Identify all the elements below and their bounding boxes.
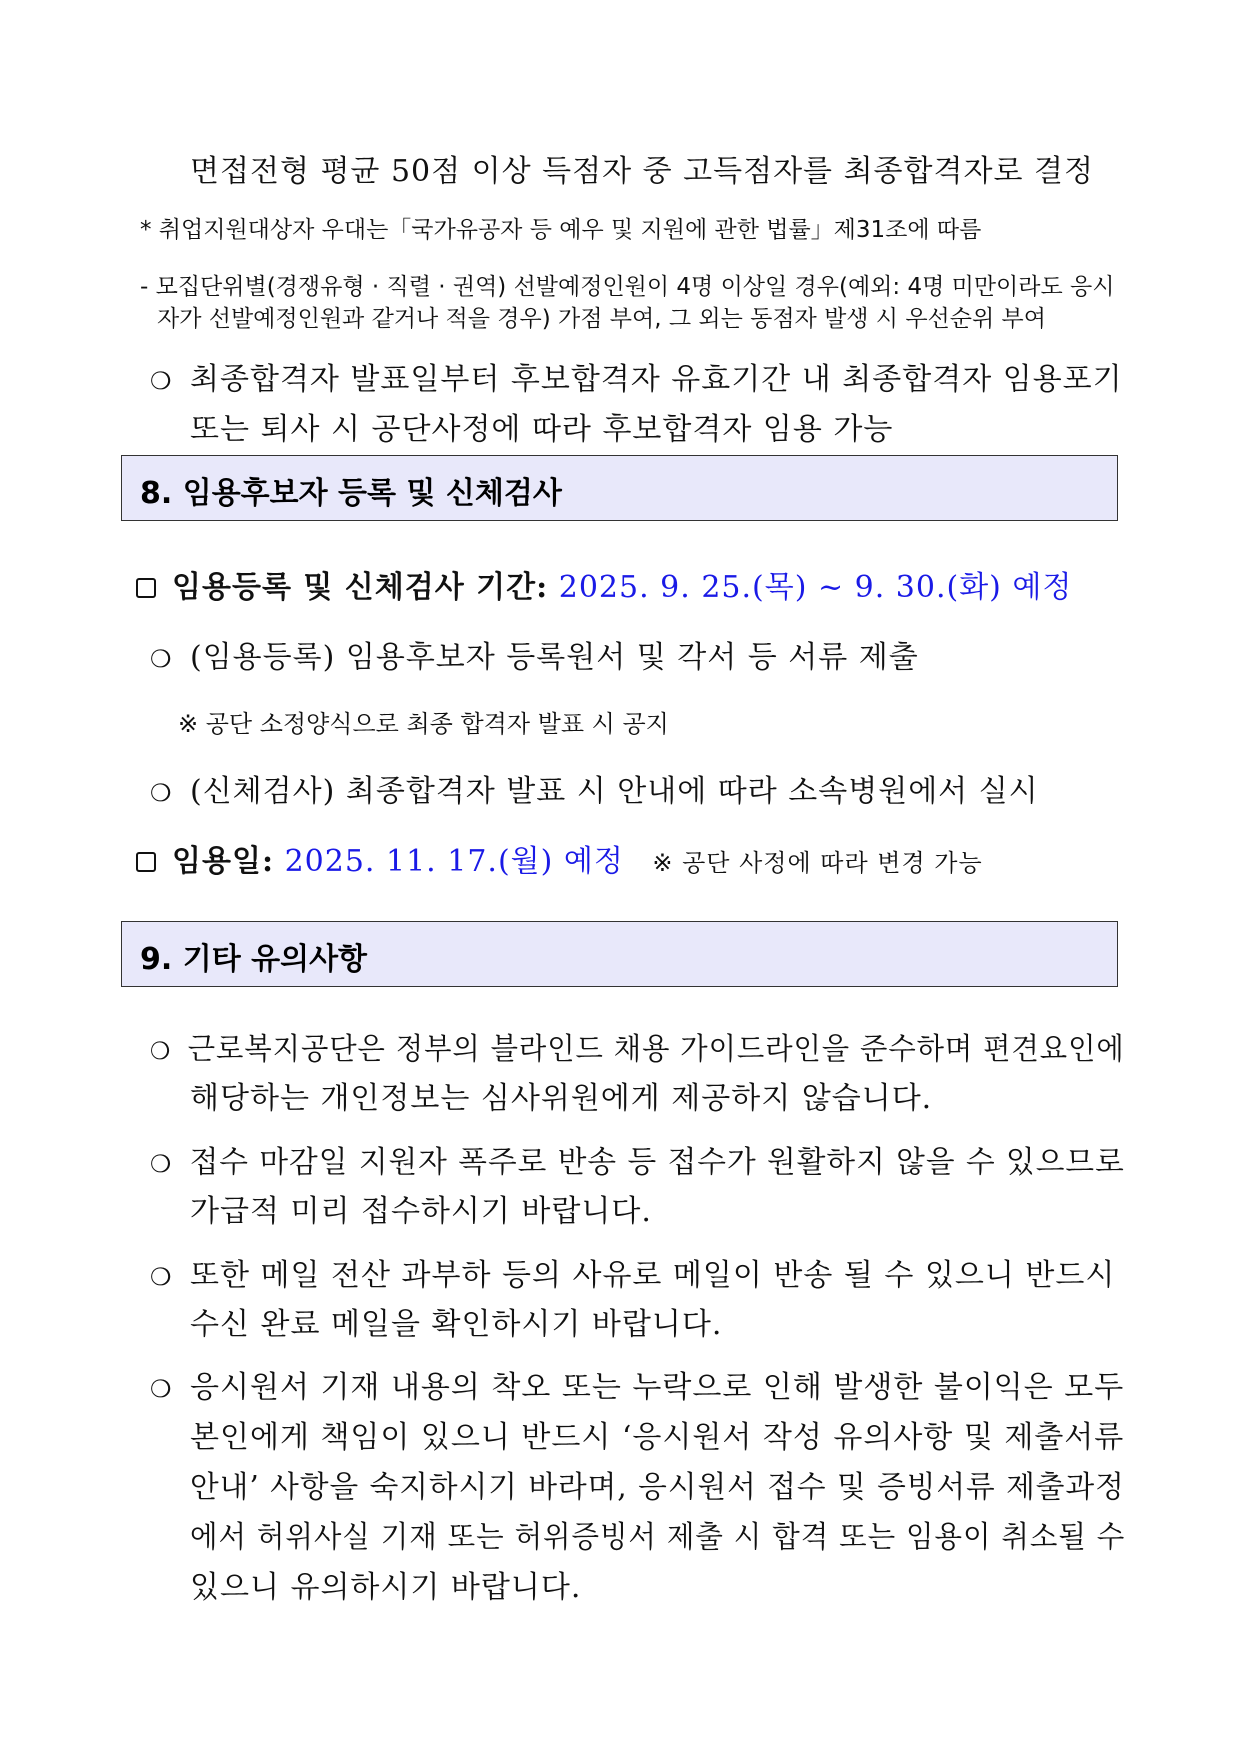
appointment-date-label: 임용일:: [172, 844, 275, 879]
notice-item-2-text1: 접수 마감일 지원자 폭주로 반송 등 접수가 원활하지 않을 수 있으므로: [189, 1145, 1125, 1180]
square-bullet-icon: [136, 852, 156, 872]
notice-item-3-text1: 또한 메일 전산 과부하 등의 사유로 메일이 반송 될 수 있으니 반드시: [190, 1258, 1116, 1293]
medical-exam-line: [150, 766, 1039, 810]
notice-item-4-line2: 본인에게 책임이 있으니 반드시 ‘응시원서 작성 유의사항 및 제출서류: [190, 1420, 1125, 1455]
registration-period-line: [136, 562, 1072, 606]
circle-bullet-icon: ❍: [150, 645, 173, 673]
notice-item-3-line2: 수신 완료 메일을 확인하시기 바랍니다.: [190, 1307, 723, 1342]
notice-item-4-line1: [150, 1362, 1124, 1406]
section8-title: 8. 임용후보자 등록 및 신체검사: [140, 476, 562, 511]
notice-item-4-line3: 안내’ 사항을 숙지하시기 바라며, 응시원서 접수 및 증빙서류 제출과정: [190, 1470, 1125, 1505]
reserve-bullet-text1: 최종합격자 발표일부터 후보합격자 유효기간 내 최종합격자 임용포기: [190, 362, 1123, 397]
register-item-text: (임용등록) 임용후보자 등록원서 및 각서 등 서류 제출: [190, 640, 919, 675]
reserve-bullet-line1: [150, 354, 1123, 398]
notice-item-1-text1: 근로복지공단은 정부의 블라인드 채용 가이드라인을 준수하며 편견요인에: [187, 1032, 1125, 1067]
register-item-line: [150, 632, 919, 676]
appointment-date-line: [136, 836, 983, 880]
circle-bullet-icon: ❍: [150, 1375, 173, 1403]
notice-item-1-line2: 해당하는 개인정보는 심사위원에게 제공하지 않습니다.: [190, 1081, 933, 1116]
final-decision-line: 면접전형 평균 50점 이상 득점자 중 고득점자를 최종합격자로 결정: [190, 154, 1094, 189]
section8-header: [121, 455, 1118, 521]
circle-bullet-icon: ❍: [150, 1037, 172, 1065]
bonus-note-line1: - 모집단위별(경쟁유형 · 직렬 · 권역) 선발예정인원이 4명 이상일 경우(예외: 4명 미만이라도 응시: [140, 274, 1115, 300]
notice-item-1-line1: [150, 1024, 1125, 1068]
notice-item-4-text1: 응시원서 기재 내용의 착오 또는 누락으로 인해 발생한 불이익은 모두: [190, 1370, 1125, 1405]
circle-bullet-icon: ❍: [150, 1263, 173, 1291]
section9-header: [121, 921, 1118, 987]
notice-item-4-line5: 있으니 유의하시기 바랍니다.: [190, 1570, 582, 1605]
square-bullet-icon: [136, 578, 156, 598]
circle-bullet-icon: ❍: [150, 779, 173, 807]
reserve-bullet-line2: 또는 퇴사 시 공단사정에 따라 후보합격자 임용 가능: [190, 412, 894, 447]
registration-period-label: 임용등록 및 신체검사 기간:: [172, 570, 549, 605]
notice-item-2-line2: 가급적 미리 접수하시기 바랍니다.: [190, 1194, 652, 1229]
notice-item-2-line1: [150, 1137, 1125, 1181]
veteran-note: * 취업지원대상자 우대는「국가유공자 등 예우 및 지원에 관한 법률」제31조에 따름: [140, 217, 982, 243]
section9-title: 9. 기타 유의사항: [140, 942, 368, 977]
register-form-note: ※ 공단 소정양식으로 최종 합격자 발표 시 공지: [178, 710, 669, 738]
notice-item-3-line1: [150, 1250, 1115, 1294]
circle-bullet-icon: ❍: [150, 367, 173, 395]
bonus-note-line2: 자가 선발예정인원과 같거나 적을 경우) 가점 부여, 그 외는 동점자 발생 시 우선순위 부여: [157, 306, 1046, 332]
medical-exam-text: (신체검사) 최종합격자 발표 시 안내에 따라 소속병원에서 실시: [190, 774, 1039, 809]
appointment-date-value: 2025. 11. 17.(월) 예정: [284, 844, 624, 879]
registration-period-value: 2025. 9. 25.(목) ~ 9. 30.(화) 예정: [558, 570, 1073, 605]
circle-bullet-icon: ❍: [150, 1150, 173, 1178]
notice-item-4-line4: 에서 허위사실 기재 또는 허위증빙서 제출 시 합격 또는 임용이 취소될 수: [190, 1520, 1126, 1555]
appointment-date-note: ※ 공단 사정에 따라 변경 가능: [652, 849, 983, 877]
